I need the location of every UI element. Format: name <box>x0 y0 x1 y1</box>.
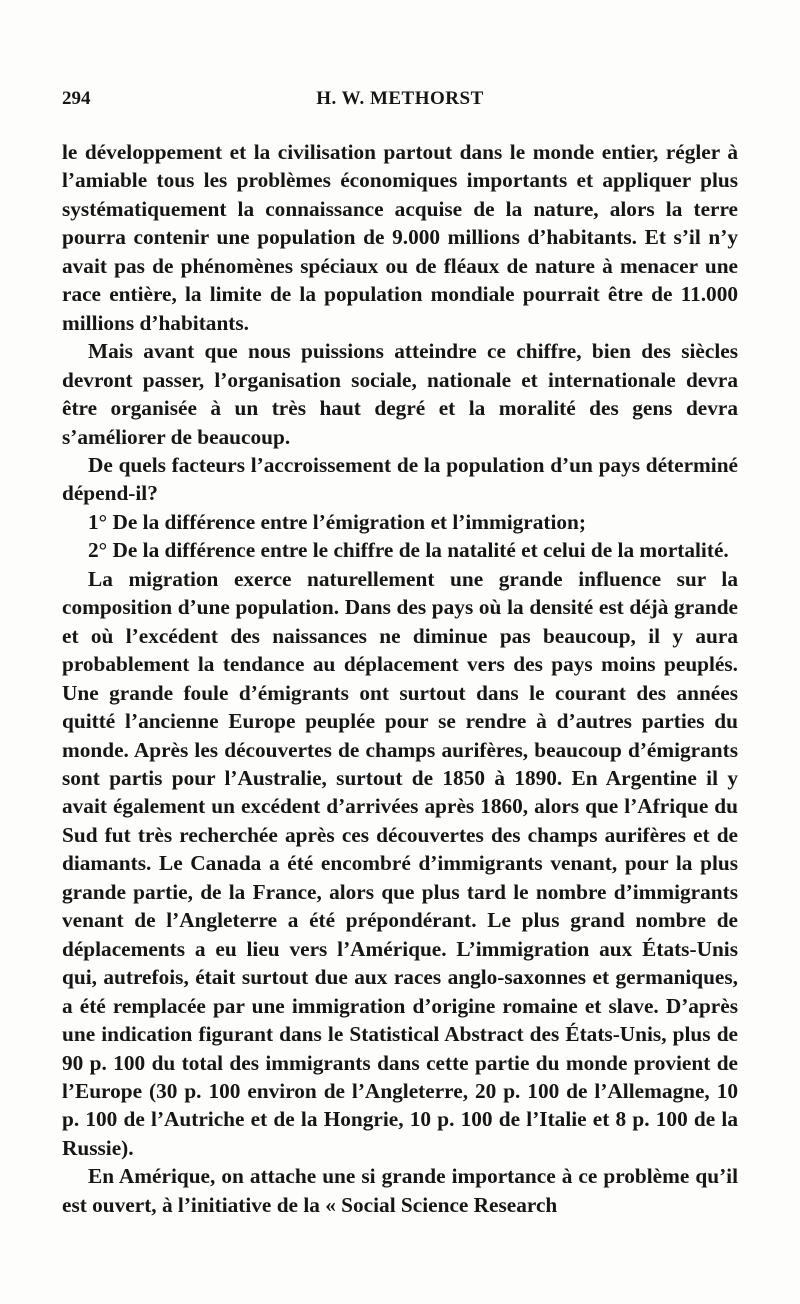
paragraph: En Amérique, on attache une si grande importance à ce problème qu’il est ouvert, à l’initiative de la « Social Science Research <box>62 1164 738 1217</box>
page-number: 294 <box>62 88 91 109</box>
paragraph: le développement et la civilisation partout dans le monde entier, régler à l’amiable tous les problèmes économiques importants et appliquer plus systématiquement la connaissance acquise de la nature, alors la terre pourra contenir une population de 9.000 millions d’habitants. Et s’il n’y avait pas de phénomènes spéciaux ou de fléaux de nature à menacer une race entière, la limite de la population mondiale pourrait être de 11.000 millions d’habitants. <box>62 140 738 335</box>
body-text <box>62 138 738 1219</box>
page-header <box>62 88 738 118</box>
paragraph: De quels facteurs l’accroissement de la population d’un pays déterminé dépend-il? <box>62 452 738 506</box>
paragraph: Mais avant que nous puissions atteindre ce chiffre, bien des siècles devront passer, l’organisation sociale, nationale et internationale devra être organisée à un très haut degré et la moralité des gens devra s’améliorer de beaucoup. <box>62 339 738 449</box>
paragraph: 2° De la différence entre le chiffre de la natalité et celui de la mortalité. <box>88 538 729 563</box>
paragraph: La migration exerce naturellement une grande influence sur la composition d’une population. Dans des pays où la densité est déjà grande et où l’excédent des naissances ne diminue pas beaucoup, il y aura probablement la tendance au déplacement vers des pays moins peuplés. Une grande foule d’émigrants ont surtout dans le courant des années quitté l’ancienne Europe peuplée pour se rendre à d’autres parties du monde. Après les découvertes de champs aurifères, beaucoup d’émigrants sont partis pour l’Australie, surtout de 1850 à 1890. En Argentine il y avait également un excédent d’arrivées après 1860, alors que l’Afrique du Sud fut très recherchée après ces découvertes des champs aurifères et de diamants. Le Canada a été encombré d’immigrants venant, pour la plus grande partie, de la France, alors que plus tard le nombre d’immigrants venant de l’Angleterre a été prépondérant. Le plus grand nombre de déplacements a eu lieu vers l’Amérique. L’immigration aux États-Unis qui, autrefois, était surtout due aux races anglo-saxonnes et germaniques, a été remplacée par une immigration d’origine romaine et slave. D’après une indication figurant dans le Statistical Abstract des États-Unis, plus de 90 p. 100 du total des immigrants dans cette partie du monde provient de l’Europe (30 p. 100 environ de l’Angleterre, 20 p. 100 de l’Allemagne, 10 p. 100 de l’Autriche et de la Hongrie, 10 p. 100 de l’Italie et 8 p. 100 de la Russie). <box>62 566 738 1160</box>
running-head: H. W. METHORST <box>316 88 484 109</box>
book-page <box>62 88 738 1219</box>
paragraph: 1° De la différence entre l’émigration et l’immigration; <box>88 509 586 534</box>
